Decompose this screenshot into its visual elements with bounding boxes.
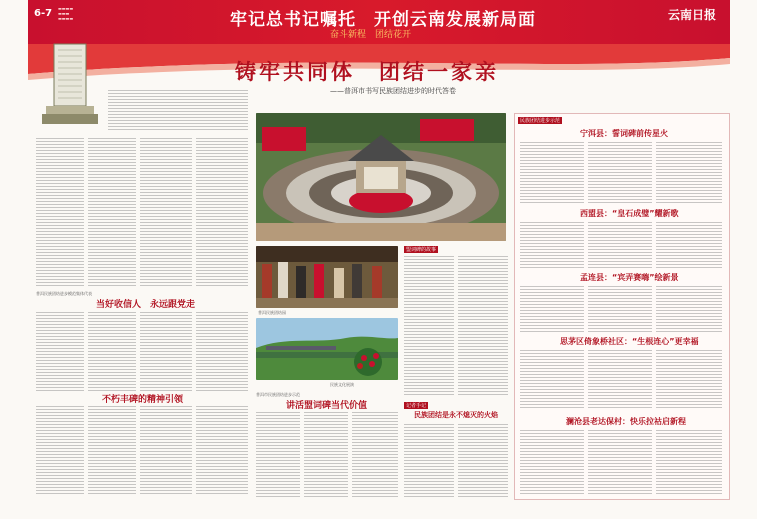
newspaper-logo: 云南日报 (668, 8, 717, 22)
text-column (304, 412, 348, 498)
text-column (458, 256, 508, 396)
text-column (520, 222, 584, 268)
text-column (140, 312, 192, 392)
text-column (140, 406, 192, 494)
text-column (458, 424, 508, 498)
text-column (36, 312, 84, 392)
left-headline-2: 不朽丰碑的精神引领 (102, 395, 184, 405)
center-kicker: 普洱市民族团结进步示范 (256, 392, 300, 397)
text-column (88, 406, 136, 494)
text-column (36, 406, 84, 494)
right-section-2-title: 西盟县：“皇石成璧”耀新歌 (580, 209, 679, 218)
tea-mountain-photo (256, 318, 398, 380)
photo-caption-2: 民族文化展演 (330, 382, 354, 387)
text-column (656, 350, 722, 410)
text-column (588, 222, 652, 268)
text-column (256, 412, 300, 498)
text-column (404, 424, 454, 498)
text-column (404, 256, 454, 396)
page-number: 6-7 (34, 8, 53, 19)
text-column (656, 430, 722, 494)
text-column (520, 142, 584, 204)
center-headline: 讲活盟词碑当代价值 (286, 401, 368, 411)
text-column (196, 312, 248, 392)
text-column (196, 406, 248, 494)
feature-title: 铸牢共同体 团结一家亲 (235, 60, 499, 84)
text-column (140, 138, 192, 288)
right-section-3-title: 孟连县：“宾弄赛嗨”绘新景 (580, 273, 679, 282)
main-photo (256, 113, 506, 241)
mid-tag-2: 记者手记 (406, 403, 427, 409)
text-column (520, 350, 584, 410)
photo-caption-1: 普洱民族团结园 (258, 310, 286, 315)
text-column (588, 142, 652, 204)
text-column (88, 138, 136, 288)
left-headline-1: 当好收信人 永远跟党走 (96, 300, 196, 310)
text-column (520, 286, 584, 332)
text-column (588, 286, 652, 332)
stele-monument-icon (40, 40, 100, 132)
intro-paragraph (108, 90, 248, 130)
mid-headline: 民族团结是永不熄灭的火焰 (414, 411, 498, 419)
mid-tag-1: 盟词碑的故事 (406, 247, 437, 253)
banner-headline: 牢记总书记嘱托 开创云南发展新局面 (230, 10, 536, 30)
text-column (656, 142, 722, 204)
text-column (656, 286, 722, 332)
issue-meta-lines: ▬▬▬▬ ▬▬▬ ▬▬▬▬ (58, 6, 74, 21)
right-panel-tag: 民族团结进步示范 (520, 118, 561, 124)
right-section-1-title: 宁洱县：誓词碑前传星火 (580, 129, 668, 138)
right-section-5-title: 澜沧县老达保村：快乐拉祜启新程 (566, 417, 686, 426)
text-column (36, 138, 84, 288)
banner-subhead: 奋斗新程 团结花开 (330, 30, 412, 40)
text-column (588, 430, 652, 494)
text-column (88, 312, 136, 392)
text-column (520, 430, 584, 494)
performance-photo (256, 246, 398, 308)
left-kicker: 普洱民族团结进步模范集体代表 (36, 291, 92, 296)
right-section-4-title: 思茅区倚象桥社区：“生根连心”更幸福 (560, 337, 699, 346)
text-column (588, 350, 652, 410)
text-column (656, 222, 722, 268)
text-column (196, 138, 248, 288)
text-column (352, 412, 398, 498)
feature-subtitle: ——普洱市书写民族团结进步的时代答卷 (330, 87, 456, 95)
